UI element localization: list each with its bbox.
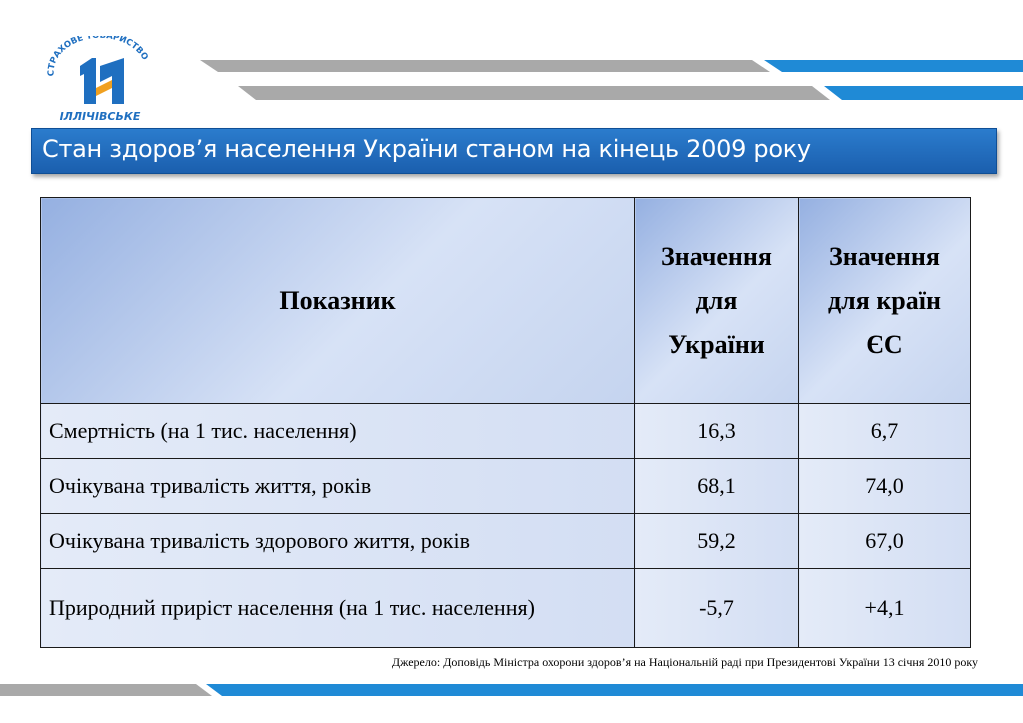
row-ukraine-value: 68,1 — [635, 459, 799, 514]
row-eu-value: 74,0 — [799, 459, 971, 514]
logo-emblem-icon — [40, 36, 160, 126]
header-ukraine-line1: Значення — [661, 241, 772, 271]
row-ukraine-value: -5,7 — [635, 569, 799, 648]
table-row — [41, 514, 971, 569]
title-bar — [31, 128, 997, 174]
row-eu-value: 6,7 — [799, 404, 971, 459]
header-eu-line3: ЄС — [866, 329, 903, 359]
row-indicator: Очікувана тривалість життя, років — [41, 459, 635, 514]
header-eu-line1: Значення — [829, 241, 940, 271]
table-row — [41, 569, 971, 648]
row-indicator: Смертність (на 1 тис. населення) — [41, 404, 635, 459]
source-note: Джерело: Доповідь Міністра охорони здоров’я на Національній раді при Президентові України 13 січня 2010 року — [391, 655, 978, 669]
row-eu-value: +4,1 — [799, 569, 971, 648]
logo-name: ІЛЛІЧІВСЬКЕ — [59, 110, 141, 123]
header-ukraine-line3: України — [668, 329, 765, 359]
page-title: Стан здоров’я населення України станом на кінець 2009 року — [42, 135, 811, 163]
header-eu-line2: для країн — [828, 285, 941, 315]
row-indicator: Очікувана тривалість здорового життя, років — [41, 514, 635, 569]
logo-arc-text: СТРАХОВЕ Т АРИСТВО — [46, 36, 150, 77]
row-indicator: Природний приріст населення (на 1 тис. населення) — [41, 569, 635, 648]
health-stats-table — [40, 197, 971, 648]
company-logo — [40, 36, 160, 126]
row-eu-value: 67,0 — [799, 514, 971, 569]
bottom-stripes — [0, 676, 1023, 723]
table-header-row — [41, 198, 971, 404]
header-eu — [799, 198, 971, 404]
header-ukraine-line2: для — [695, 285, 738, 315]
table-row — [41, 404, 971, 459]
row-ukraine-value: 16,3 — [635, 404, 799, 459]
header-ukraine — [635, 198, 799, 404]
table-row — [41, 459, 971, 514]
header-indicator: Показник — [41, 198, 635, 404]
row-ukraine-value: 59,2 — [635, 514, 799, 569]
svg-text:СТРАХОВЕ ТОВАРИСТВО — [47, 36, 150, 76]
